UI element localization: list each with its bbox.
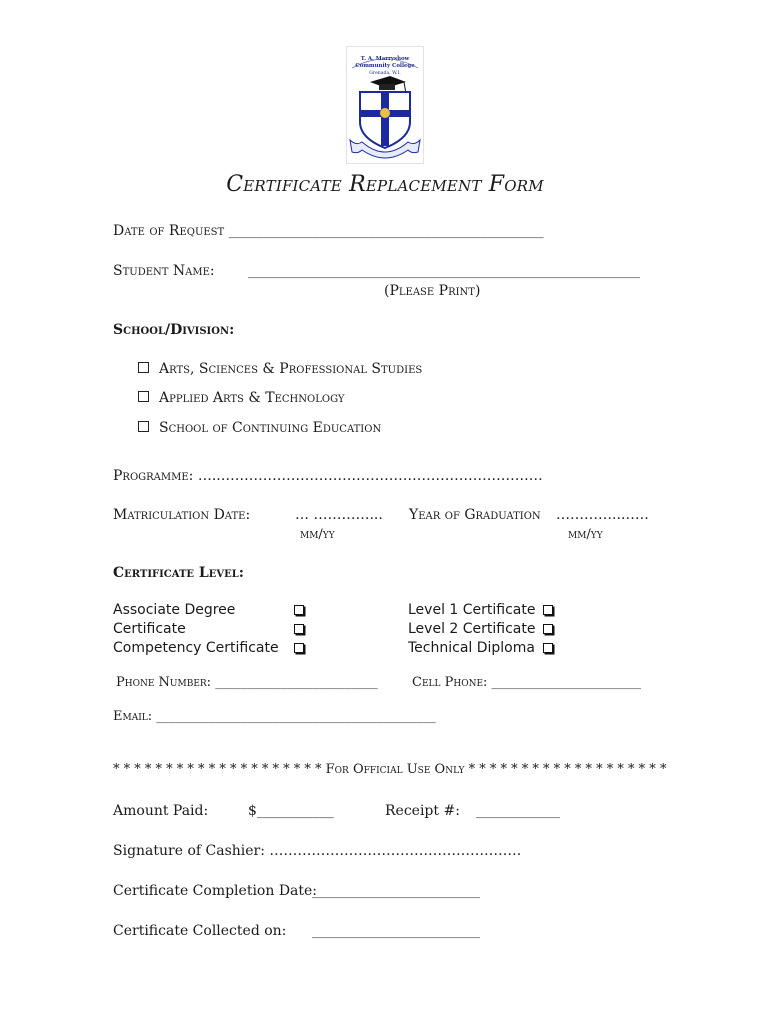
email-row: [113, 709, 436, 724]
cell-field[interactable]: _______________________: [491, 675, 642, 690]
level-technical-diploma: Technical Diploma: [408, 640, 535, 656]
crest-line-1: T. A. Marryshow: [360, 56, 410, 62]
level-1-certificate: Level 1 Certificate: [408, 602, 536, 618]
division-option-label: Arts, Sciences & Professional Studies: [159, 361, 423, 377]
division-option-label: School of Continuing Education: [159, 420, 382, 436]
crest-line-2: Community College: [355, 63, 415, 69]
checkbox-icon[interactable]: [138, 362, 149, 373]
checkbox-icon[interactable]: [138, 421, 149, 432]
phone-field[interactable]: _________________________: [215, 675, 378, 690]
checkbox-icon[interactable]: [543, 605, 553, 615]
student-name-field[interactable]: ________________________________________________________: [248, 263, 640, 279]
school-division-label: School/Division:: [113, 322, 235, 338]
official-use-label: For Official Use Only: [325, 762, 465, 777]
crest-icon: [346, 46, 424, 164]
level-certificate: Certificate: [113, 621, 186, 637]
receipt-label: Receipt #:: [385, 803, 460, 819]
completion-date-label: Certificate Completion Date:: [113, 883, 318, 899]
receipt-field[interactable]: ____________: [476, 803, 560, 819]
checkbox-icon[interactable]: [294, 624, 304, 634]
official-use-divider: [113, 762, 666, 777]
cashier-row: [113, 843, 521, 859]
programme-label: Programme:: [113, 468, 194, 484]
division-option-applied-arts[interactable]: [138, 390, 344, 406]
checkbox-icon[interactable]: [138, 391, 149, 402]
division-option-arts[interactable]: [138, 361, 422, 377]
matriculation-format: mm/yy: [300, 527, 335, 542]
student-name-label: Student Name:: [113, 263, 215, 279]
year-grad-field[interactable]: …………..……: [556, 507, 649, 523]
cell-row: [412, 675, 641, 690]
certificate-level-label: Certificate Level:: [113, 565, 244, 581]
collected-on-label: Certificate Collected on:: [113, 923, 287, 939]
crest-line-3: Grenada, W.I.: [369, 71, 401, 76]
email-field[interactable]: ___________________________________________: [156, 709, 436, 724]
phone-row: [116, 675, 378, 690]
amount-paid-field[interactable]: $___________: [248, 803, 334, 819]
checkbox-icon[interactable]: [543, 624, 553, 634]
cell-label: Cell Phone:: [412, 675, 488, 690]
completion-date-field[interactable]: ________________________: [312, 883, 480, 899]
amount-paid-label: Amount Paid:: [113, 803, 209, 819]
division-option-continuing-ed[interactable]: [138, 420, 381, 436]
level-2-certificate: Level 2 Certificate: [408, 621, 536, 637]
college-crest: [346, 46, 424, 164]
matriculation-field[interactable]: … …………...: [295, 507, 383, 523]
matriculation-label: Matriculation Date:: [113, 507, 251, 523]
checkbox-icon[interactable]: [294, 605, 304, 615]
programme-row: [113, 468, 543, 484]
please-print-note: (Please Print): [384, 283, 481, 299]
date-of-request-field[interactable]: _____________________________________________: [228, 223, 544, 239]
level-competency-certificate: Competency Certificate: [113, 640, 279, 656]
stars-left: * * * * * * * * * * * * * * * * * * * *: [113, 762, 322, 777]
email-label: Email:: [113, 709, 153, 724]
checkbox-icon[interactable]: [543, 643, 553, 653]
year-grad-label: Year of Graduation: [409, 507, 541, 523]
year-grad-format: mm/yy: [568, 527, 603, 542]
collected-on-field[interactable]: ________________________: [312, 923, 480, 939]
stars-right: * * * * * * * * * * * * * * * * * * *: [468, 762, 667, 777]
cashier-field[interactable]: ………………………………………………: [269, 843, 522, 859]
date-of-request-label: Date of Request: [113, 223, 225, 239]
cashier-label: Signature of Cashier:: [113, 843, 265, 859]
level-associate-degree: Associate Degree: [113, 602, 236, 618]
division-option-label: Applied Arts & Technology: [159, 390, 345, 406]
date-of-request-row: [113, 223, 544, 239]
programme-field[interactable]: …..……………………………………………………………: [197, 468, 543, 484]
checkbox-icon[interactable]: [294, 643, 304, 653]
form-title: Certificate Replacement Form: [226, 172, 544, 197]
phone-label: Phone Number:: [116, 675, 212, 690]
